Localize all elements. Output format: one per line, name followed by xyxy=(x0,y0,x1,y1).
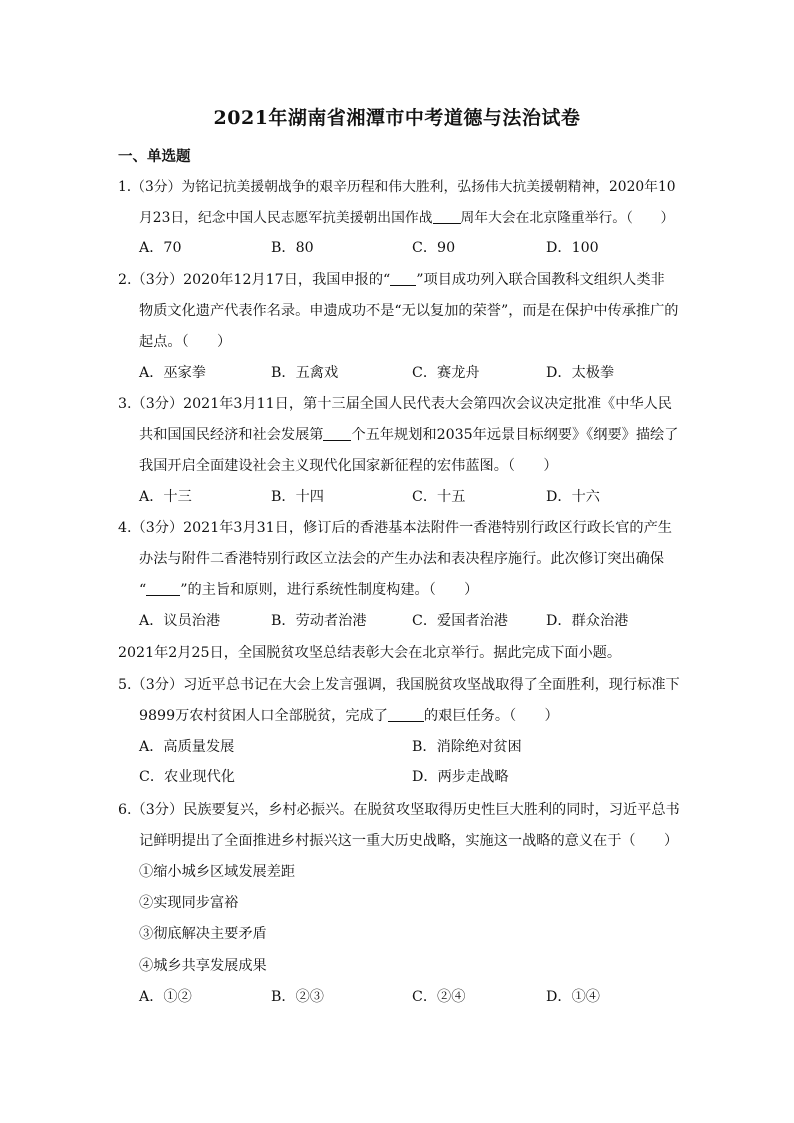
answer-blank xyxy=(388,707,424,722)
q1-line-1: 1.（3分）为铭记抗美援朝战争的艰辛历程和伟大胜利，弘扬伟大抗美援朝精神，2020年10 xyxy=(118,179,676,195)
q6-statement-1: ①缩小城乡区域发展差距 xyxy=(139,864,296,880)
q2-line-1 xyxy=(118,270,665,290)
q1-text-b: 周年大会在北京隆重举行。（ ） xyxy=(460,210,675,226)
q3-line-3: 我国开启全面建设社会主义现代化国家新征程的宏伟蓝图。（ ） xyxy=(139,458,558,474)
q1-option-c[interactable]: C．90 xyxy=(412,240,456,256)
q2-line-3: 起点。（ ） xyxy=(139,334,232,350)
answer-blank xyxy=(390,271,416,286)
answer-blank xyxy=(323,426,351,441)
q5-text-b: 的艰巨任务。（ ） xyxy=(423,708,559,724)
q3-option-d[interactable]: D．十六 xyxy=(546,489,600,505)
q3-option-a[interactable]: A．十三 xyxy=(139,489,192,505)
q1-option-d[interactable]: D．100 xyxy=(546,240,599,256)
q2-option-d[interactable]: D．太极拳 xyxy=(546,365,615,381)
q3-line-1: 3.（3分）2021年3月11日，第十三届全国人民代表大会第四次会议决定批准《中华人民 xyxy=(118,396,672,412)
q5-option-a[interactable]: A．高质量发展 xyxy=(139,739,235,755)
q4-option-a[interactable]: A．议员治港 xyxy=(139,613,221,629)
q3-line-2 xyxy=(139,425,678,445)
q1-text-a: 月23日，纪念中国人民志愿军抗美援朝出国作战 xyxy=(139,210,433,226)
q5-option-d[interactable]: D．两步走战略 xyxy=(412,769,509,785)
q2-text-a: 2.（3分）2020年12月17日，我国申报的“ xyxy=(118,272,391,288)
answer-blank xyxy=(433,209,461,224)
q2-line-2: 物质文化遗产代表作名录。申遗成功不是“无以复加的荣誉”，而是在保护中传承推广的 xyxy=(139,303,679,319)
q6-option-b[interactable]: B．②③ xyxy=(271,989,324,1005)
answer-blank xyxy=(146,581,180,596)
q4-line-3 xyxy=(139,580,478,600)
q5-line-1: 5.（3分）习近平总书记在大会上发言强调，我国脱贫攻坚战取得了全面胜利，现行标准下 xyxy=(118,677,680,693)
q5-option-c[interactable]: C．农业现代化 xyxy=(139,769,235,785)
q1-option-a[interactable]: A．70 xyxy=(139,240,182,256)
q2-option-a[interactable]: A．巫家拳 xyxy=(139,365,206,381)
q4-option-d[interactable]: D．群众治港 xyxy=(546,613,629,629)
q4-line-2: 办法与附件二香港特别行政区立法会的产生办法和表决程序施行。此次修订突出确保 xyxy=(139,551,664,567)
q4-option-c[interactable]: C．爱国者治港 xyxy=(412,613,508,629)
q3-option-c[interactable]: C．十五 xyxy=(412,489,466,505)
q6-line-1: 6.（3分）民族要复兴，乡村必振兴。在脱贫攻坚取得历史性巨大胜利的同时，习近平总书 xyxy=(118,802,680,818)
q6-option-d[interactable]: D．①④ xyxy=(546,989,600,1005)
q5-line-2 xyxy=(139,706,559,726)
q2-text-b: ”项目成功列入联合国教科文组织人类非 xyxy=(416,272,665,288)
q5-text-a: 9899万农村贫困人口全部脱贫，完成了 xyxy=(139,708,388,724)
q2-option-c[interactable]: C．赛龙舟 xyxy=(412,365,480,381)
q4-text-a: “ xyxy=(139,582,147,598)
q5-option-b[interactable]: B．消除绝对贫困 xyxy=(412,739,522,755)
q1-line-2 xyxy=(139,208,674,228)
q3-text-b: 个五年规划和2035年远景目标纲要》《纲要》描绘了 xyxy=(351,427,679,443)
exam-title: 2021年湖南省湘潭市中考道德与法治试卷 xyxy=(213,107,581,129)
q6-option-a[interactable]: A．①② xyxy=(139,989,192,1005)
section-heading: 一、单选题 xyxy=(118,148,191,165)
material-intro: 2021年2月25日，全国脱贫攻坚总结表彰大会在北京举行。据此完成下面小题。 xyxy=(118,645,622,661)
q4-option-b[interactable]: B．劳动者治港 xyxy=(271,613,367,629)
q6-statement-3: ③彻底解决主要矛盾 xyxy=(139,926,267,942)
q1-option-b[interactable]: B．80 xyxy=(271,240,314,256)
q6-statement-2: ②实现同步富裕 xyxy=(139,895,239,911)
q3-option-b[interactable]: B．十四 xyxy=(271,489,324,505)
q4-text-b: ”的主旨和原则，进行系统性制度构建。（ ） xyxy=(180,582,479,598)
q6-option-c[interactable]: C．②④ xyxy=(412,989,466,1005)
q3-text-a: 共和国国民经济和社会发展第 xyxy=(139,427,324,443)
q2-option-b[interactable]: B．五禽戏 xyxy=(271,365,339,381)
q6-line-2: 记鲜明提出了全面推进乡村振兴这一重大历史战略，实施这一战略的意义在于（ ） xyxy=(139,833,679,849)
q6-statement-4: ④城乡共享发展成果 xyxy=(139,958,267,974)
q4-line-1: 4.（3分）2021年3月31日，修订后的香港基本法附件一香港特别行政区行政长官的产生 xyxy=(118,520,672,536)
